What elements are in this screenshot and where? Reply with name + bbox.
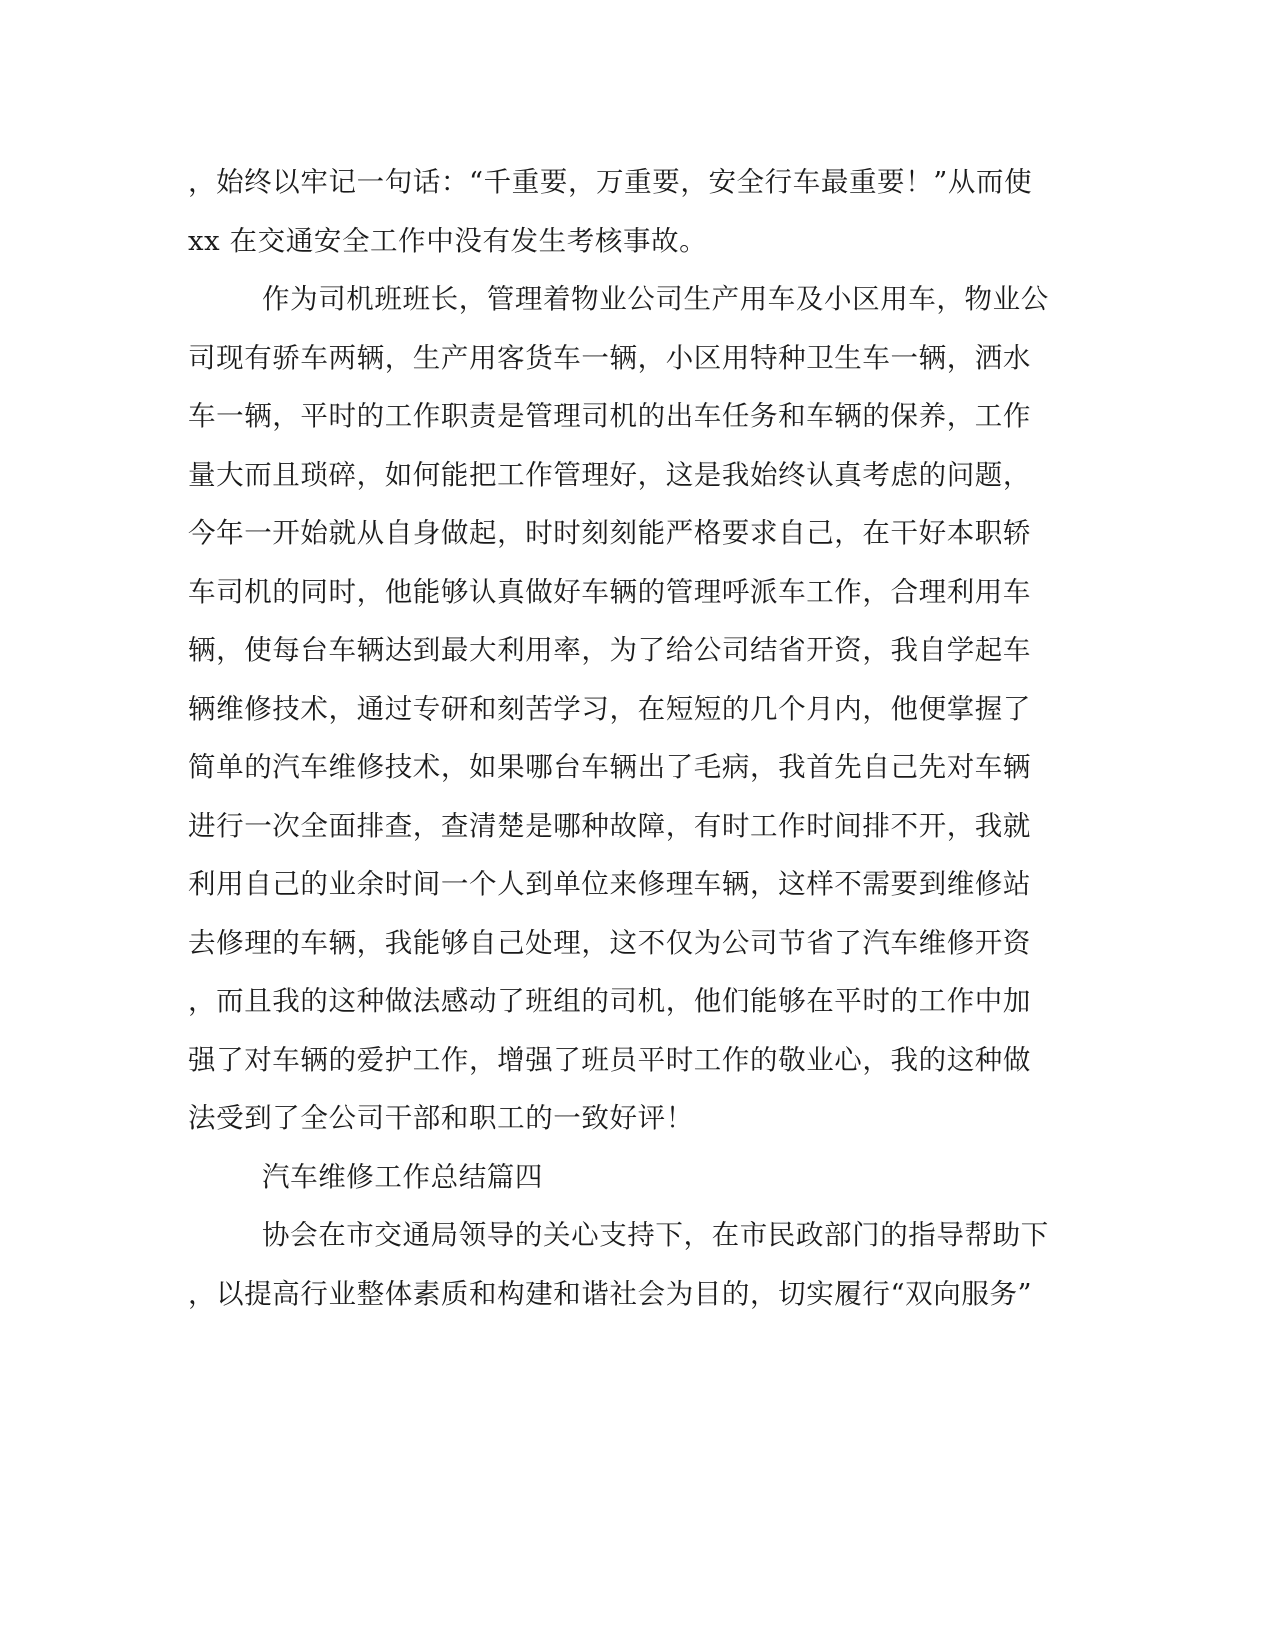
- text-line: 量大而且琐碎，如何能把工作管理好，这是我始终认真考虑的问题，: [188, 459, 1031, 491]
- text-line: 车一辆，平时的工作职责是管理司机的出车任务和车辆的保养，工作: [188, 400, 1031, 432]
- text-line: ，以提高行业整体素质和构建和谐社会为目的，切实履行“双向服务”: [188, 1278, 1033, 1310]
- text-line: ，始终以牢记一句话：“千重要，万重要，安全行车最重要！”从而使: [188, 166, 1033, 198]
- text-line: 今年一开始就从自身做起，时时刻刻能严格要求自己，在干好本职轿: [188, 517, 1031, 549]
- text-line: 车司机的同时，他能够认真做好车辆的管理呼派车工作，合理利用车: [188, 576, 1031, 608]
- text-line: ，而且我的这种做法感动了班组的司机，他们能够在平时的工作中加: [188, 985, 1031, 1017]
- text-line: 法受到了全公司干部和职工的一致好评！: [188, 1102, 694, 1134]
- text-line: xx 在交通安全工作中没有发生考核事故。: [188, 225, 708, 257]
- text-line: 进行一次全面排查，查清楚是哪种故障，有时工作时间排不开，我就: [188, 810, 1031, 842]
- text-line: 去修理的车辆，我能够自己处理，这不仅为公司节省了汽车维修开资: [188, 927, 1031, 959]
- text-line: 辆维修技术，通过专研和刻苦学习，在短短的几个月内，他便掌握了: [188, 693, 1031, 725]
- section-heading: 汽车维修工作总结篇四: [262, 1161, 543, 1193]
- paragraph-first-line: 协会在市交通局领导的关心支持下，在市民政部门的指导帮助下: [262, 1219, 1049, 1251]
- text-line: 简单的汽车维修技术，如果哪台车辆出了毛病，我首先自己先对车辆: [188, 751, 1031, 783]
- text-line: 司现有骄车两辆，生产用客货车一辆，小区用特种卫生车一辆，洒水: [188, 342, 1031, 374]
- text-line: 辆，使每台车辆达到最大利用率，为了给公司结省开资，我自学起车: [188, 634, 1031, 666]
- paragraph-first-line: 作为司机班班长，管理着物业公司生产用车及小区用车，物业公: [262, 283, 1049, 315]
- text-line: 强了对车辆的爱护工作，增强了班员平时工作的敬业心，我的这种做: [188, 1044, 1031, 1076]
- text-line: 利用自己的业余时间一个人到单位来修理车辆，这样不需要到维修站: [188, 868, 1031, 900]
